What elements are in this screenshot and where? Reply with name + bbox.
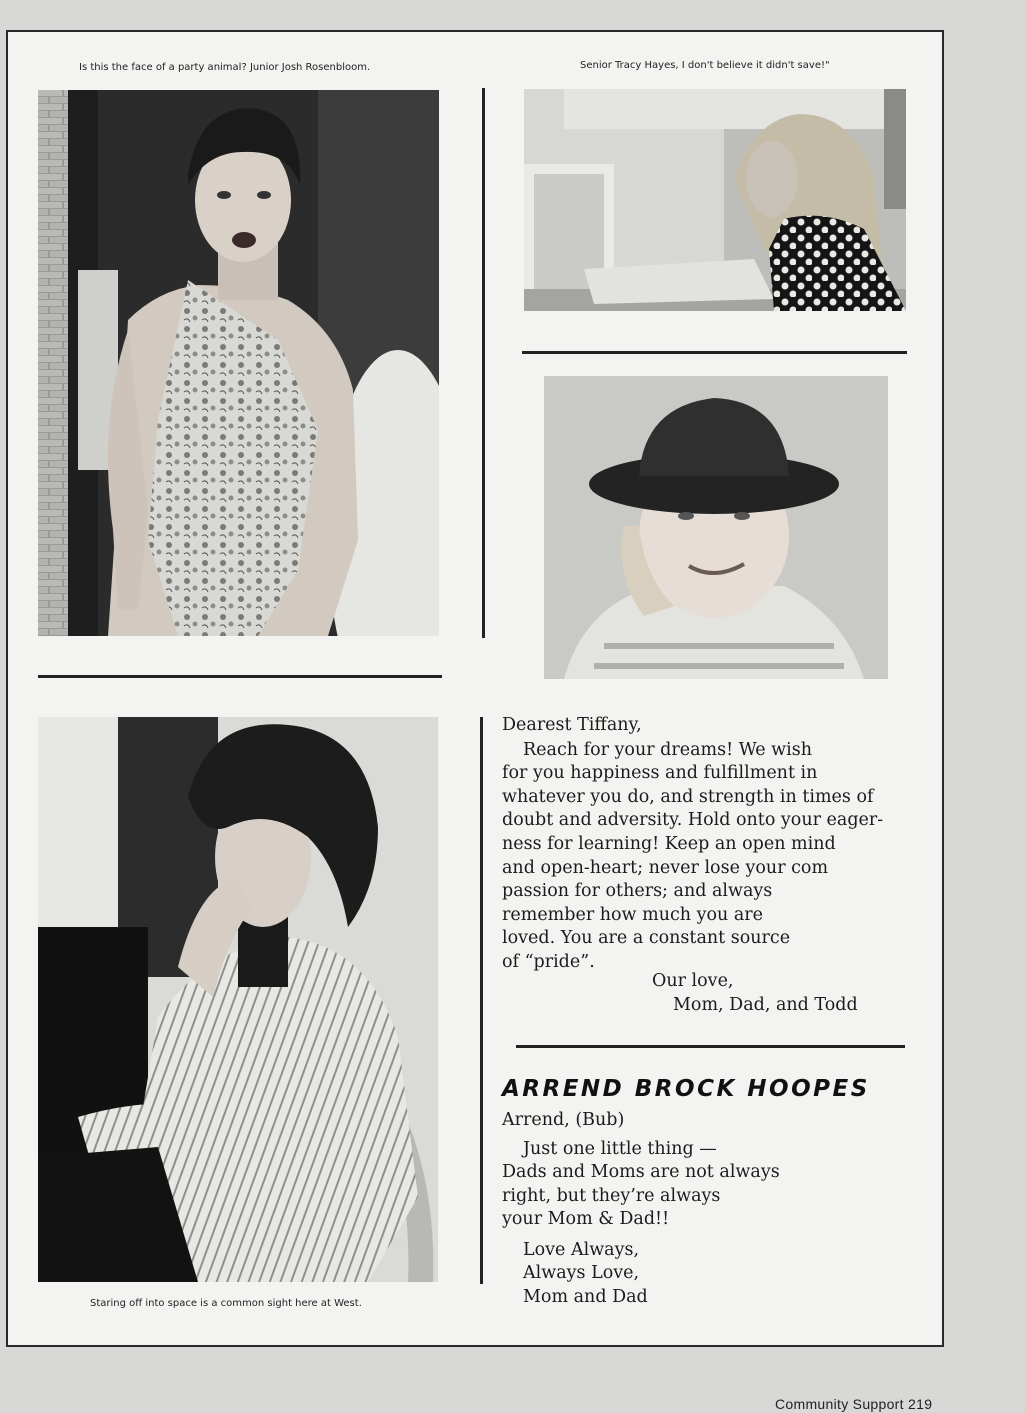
tiffany-line-5: ness for learning! Keep an open mind — [502, 834, 836, 854]
photo-toddler-hat — [544, 376, 888, 679]
photo-staring-student — [38, 717, 438, 1282]
caption-staring-off: Staring off into space is a common sight here at West. — [90, 1298, 362, 1309]
arrend-closing-2: Always Love, — [523, 1263, 640, 1283]
photo-staring-student-image — [38, 717, 438, 1282]
tiffany-line-2: for you happiness and fulfillment in — [502, 763, 818, 783]
tiffany-signature: Mom, Dad, and Todd — [673, 995, 858, 1015]
tiffany-line-8: remember how much you are — [502, 905, 764, 925]
caption-tracy-hayes: Senior Tracy Hayes, I don't believe it didn't save!" — [580, 60, 830, 71]
photo-toddler-hat-image — [544, 376, 888, 679]
horizontal-rule-left — [38, 675, 442, 678]
arrend-line-2: Dads and Moms are not always — [502, 1162, 780, 1182]
tiffany-greeting: Dearest Tiffany, — [502, 715, 642, 735]
tiffany-line-3: whatever you do, and strength in times of — [502, 787, 874, 807]
arrend-closing-3: Mom and Dad — [523, 1287, 648, 1307]
photo-tracy-hayes-image — [524, 89, 906, 311]
tiffany-line-4: doubt and adversity. Hold onto your eager- — [502, 810, 884, 830]
photo-party-animal-image — [38, 90, 439, 636]
horizontal-rule-right-upper — [522, 351, 907, 354]
tiffany-line-7: passion for others; and always — [502, 881, 773, 901]
vertical-divider-bottom — [480, 717, 483, 1284]
horizontal-rule-right-lower — [516, 1045, 905, 1048]
arrend-closing-1: Love Always, — [523, 1240, 640, 1260]
caption-party-animal: Is this the face of a party animal? Junior Josh Rosenbloom. — [79, 62, 371, 73]
arrend-greeting: Arrend, (Bub) — [502, 1110, 625, 1130]
arrend-line-1: Just one little thing — — [523, 1139, 717, 1159]
tiffany-line-1: Reach for your dreams! We wish — [523, 740, 812, 760]
footer-page-number: 219 — [908, 1396, 933, 1412]
arrend-heading: ARREND BROCK HOOPES — [502, 1076, 870, 1102]
tiffany-line-9: loved. You are a constant source — [502, 928, 791, 948]
vertical-divider-top — [482, 88, 485, 638]
footer-section: Community Support — [775, 1396, 904, 1412]
page-footer — [775, 1396, 932, 1412]
arrend-line-4: your Mom & Dad!! — [502, 1209, 670, 1229]
photo-party-animal — [38, 90, 439, 636]
tiffany-line-6: and open-heart; never lose your com — [502, 858, 829, 878]
tiffany-line-10: of “pride”. — [502, 952, 595, 972]
photo-tracy-hayes — [524, 89, 906, 311]
tiffany-closing: Our love, — [652, 971, 734, 991]
arrend-line-3: right, but they’re always — [502, 1186, 721, 1206]
